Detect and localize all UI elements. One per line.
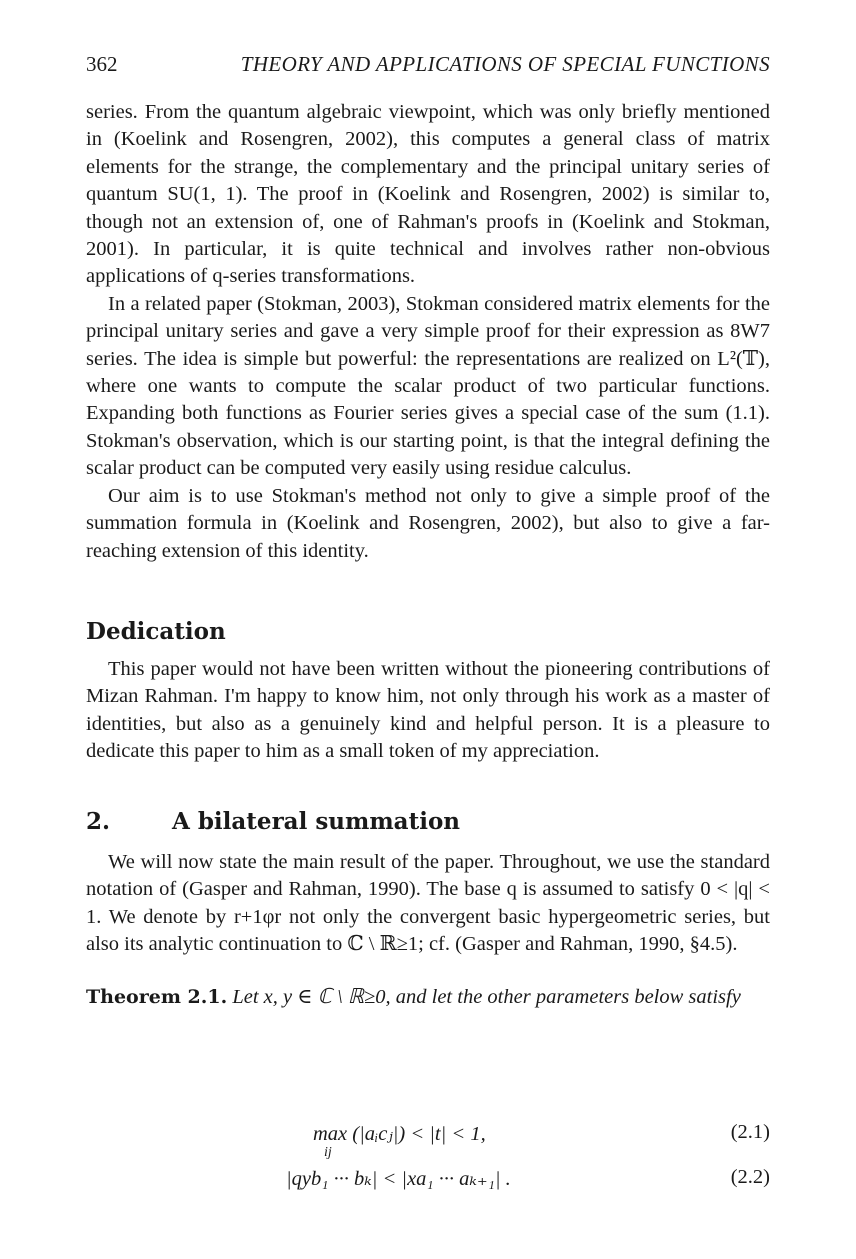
equation-number: (2.2): [730, 1166, 770, 1188]
running-title: THEORY AND APPLICATIONS OF SPECIAL FUNCTIONS: [240, 52, 770, 76]
paragraph-aim: Our aim is to use Stokman's method not only to give a simple proof of the summation formula in (Koelink and Rosengren, 2002), but also to give a far-reaching extension of this identity.: [86, 484, 770, 562]
section-intro: [86, 849, 770, 959]
equation-formula: max (|aᵢcⱼ|) < |t| < 1,: [313, 1123, 486, 1145]
equation-formula: |qyb₁ ··· bₖ| < |xa₁ ··· aₖ₊₁| .: [286, 1168, 511, 1190]
dedication-text: This paper would not have been written without the pioneering contributions of Mizan Rahman. I'm happy to know him, not only through his work as a master of identities, but also as a genuinely kind and helpful person. It is a pleasure to dedicate this paper to him as a small token of my appreciation.: [86, 658, 770, 763]
section-intro-text: We will now state the main result of the paper. Throughout, we use the standard notation of (Gasper and Rahman, 1990). The base q is assumed to satisfy 0 < |q| < 1. We denote by r+1φr not only the convergent basic hypergeometric series, but also its analytic continuation to ℂ \ ℝ≥1; cf. (Gasper and Rahman, 1990, §4.5).: [86, 851, 770, 956]
dedication-heading: Dedication: [86, 618, 226, 645]
equation-2-2: [86, 1166, 770, 1200]
page-number: 362: [86, 52, 118, 76]
paragraph-stokman-related: In a related paper (Stokman, 2003), Stokman considered matrix elements for the principal unitary series and gave a very simple proof for their expression as 8W7 series. The idea is simple but powerful: the representations are realized on L²(𝕋), where one wants to compute the scalar product of two particular functions. Expanding both functions as Fourier series gives a special case of the sum (1.1). Stokman's observation, which is our starting point, is that the integral defining the scalar product can be computed very easily using residue calculus.: [86, 292, 770, 480]
paragraph-quantum-algebraic: series. From the quantum algebraic viewpoint, which was only briefly mentioned in (Koelink and Rosengren, 2002), this computes a general class of matrix elements for the strange, the complementary and the principal unitary series of quantum SU(1, 1). The proof in (Koelink and Rosengren, 2002) is similar to, though not an extension of, one of Rahman's proofs in (Koelink and Stokman, 2001). In particular, it is quite technical and involves rather non-obvious applications of q-series transformations.: [86, 101, 770, 288]
intro-continuation: [86, 99, 770, 565]
equation-number: (2.1): [730, 1121, 770, 1143]
dedication-block: [86, 656, 770, 766]
equation-2-1: [86, 1121, 770, 1160]
theorem-statement: [86, 984, 770, 1011]
equation-subscript: ij: [324, 1145, 332, 1160]
section-number: 2.: [86, 808, 111, 835]
section-title: A bilateral summation: [172, 808, 461, 835]
theorem-text: Let x, y ∈ ℂ \ ℝ≥0, and let the other parameters below satisfy: [232, 986, 741, 1008]
section-heading: [86, 808, 460, 835]
theorem-label: Theorem 2.1.: [86, 986, 228, 1008]
running-header: [86, 52, 770, 80]
